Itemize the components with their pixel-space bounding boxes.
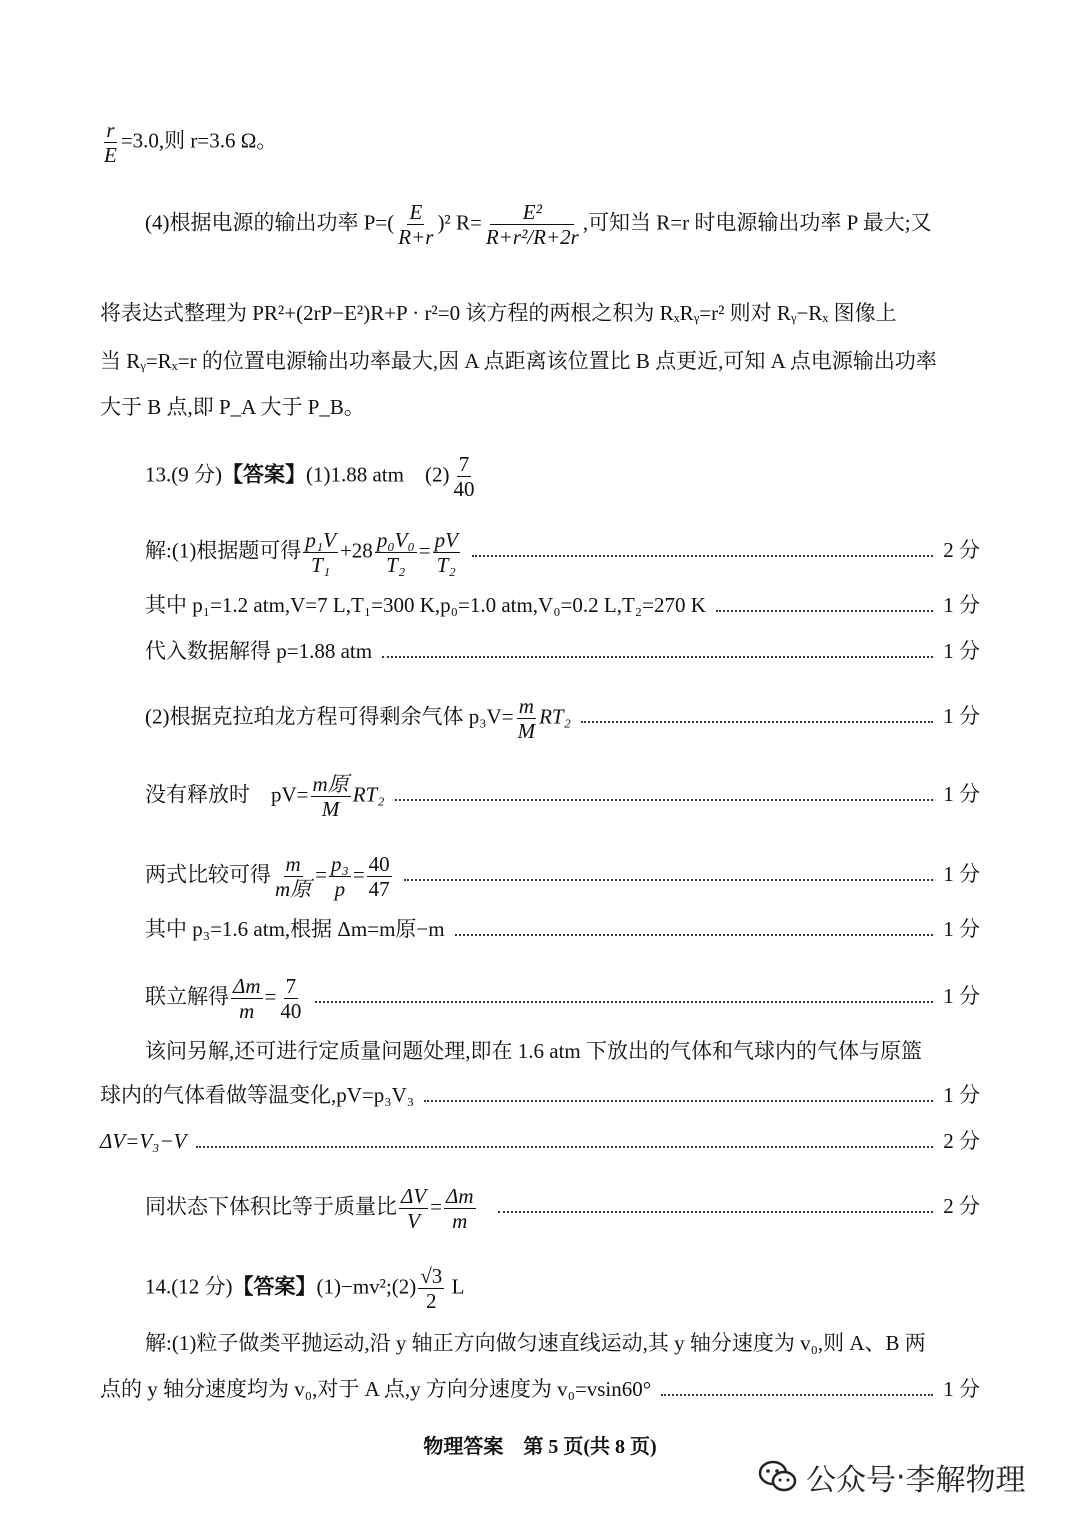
page-footer: 物理答案 第 5 页(共 8 页) [423,1436,657,1458]
line-pa-pb: 大于 B 点,即 P_A 大于 P_B。 [100,395,365,419]
line-quadratic: 将表达式整理为 PR²+(2rP−E²)R+P · r²=0 该方程的两根之积为 RₓRᵧ=r² 则对 Rᵧ−Rₓ 图像上 [100,301,897,325]
q14-step-2: 点的 y 轴分速度均为 v₀,对于 A 点,y 方向分速度为 v₀=vsin60° 1 分 [100,1377,980,1401]
q13-step-2: 其中 p₁=1.2 atm,V=7 L,T₁=300 K,p₀=1.0 atm,V₀=0.2 L,T₂=270 K 1 分 [145,593,980,617]
leader-dots [315,1001,933,1003]
watermark-sep: · [896,1459,906,1495]
watermark [758,1455,1026,1499]
fraction-p0v0-t2: $\frac{\text{p₀V₀}}{\text{T₂}}$ [376,528,415,577]
watermark-name: 李解物理 [905,1463,1026,1498]
q13-alt-2: 球内的气体看做等温变化,pV=p₃V₃ 1 分 [100,1083,980,1107]
q13-alt-4: 同状态下体积比等于质量比 $\frac{\Delta V}{V}$ = $\frac{\Delta m}{m}$ 2 分 [145,1184,980,1233]
fraction-dv-v: $\frac{\Delta V}{V}$ [401,1184,427,1233]
fraction-e2: $\frac{\text{E²}}{\text{R+r²/R+2r}}$ [485,200,579,249]
wechat-icon [758,1460,798,1494]
fraction-p1v-t1: $\frac{\text{p₁V}}{\text{T₁}}$ [305,528,336,577]
q13-step-5: 没有释放时 pV= $\frac{\text{m原}}{M}$ RT₂ 1 分 [145,772,980,821]
fraction-p3-p: $\frac{\text{p₃}}{p}$ [331,852,349,901]
leader-dots [382,656,933,658]
fraction-7-40-b: $\frac{7}{40}$ [280,974,302,1023]
fraction-40-47: $\frac{40}{47}$ [368,852,390,901]
leader-dots [455,934,934,936]
leader-dots [716,610,933,612]
q14-heading: 14.(12 分)【答案】(1)−mv²;(2) $\frac{√3}{2}$ L [145,1264,465,1313]
line-output-power: (4)根据电源的输出功率 P=( $\frac{E}{R+r}$ )² R= $\frac{\text{E²}}{\text{R+r²/R+2r}}$ ,可知当 R=r 时电源输出功率 P 最大;又 [145,200,932,249]
fraction-dm-m: $\frac{\Delta m}{m}$ [233,974,261,1023]
fraction-sqrt3-2: $\frac{√3}{2}$ [420,1264,443,1313]
q13-step-8: 联立解得 $\frac{\Delta m}{m}$ = $\frac{7}{40}$ 1 分 [145,974,980,1023]
fraction-7-40: $\frac{7}{40}$ [453,452,475,501]
q13-alt-1: 该问另解,还可进行定质量问题处理,即在 1.6 atm 下放出的气体和气球内的气体与原篮 [145,1039,922,1063]
fraction-m-orig-M: $\frac{\text{m原}}{M}$ [312,772,349,821]
line-r-over-e: $\frac{r}{E}$ =3.0,则 r=3.6 Ω。 [104,118,278,167]
fraction-dm-m-b: $\frac{\Delta m}{m}$ [446,1184,474,1233]
q13-step-3: 代入数据解得 p=1.88 atm 1 分 [145,639,980,663]
line-max-power: 当 Rᵧ=Rₓ=r 的位置电源输出功率最大,因 A 点距离该位置比 B 点更近,可知 A 点电源输出功率 [100,349,937,373]
q13-heading: 13.(9 分)【答案】(1)1.88 atm (2) $\frac{7}{40}$ [145,452,475,501]
fraction-m-morig: $\frac{m}{\text{m原}}$ [275,852,312,901]
leader-dots [404,879,934,881]
leader-dots [472,555,933,557]
q13-step-1: 解:(1)根据题可得 $\frac{\text{p₁V}}{\text{T₁}}$ +28 $\frac{\text{p₀V₀}}{\text{T₂}}$ = $\frac{pV}{\text{T₂}}$ 2 分 [145,528,980,577]
leader-dots [395,799,934,801]
q14-step-1: 解:(1)粒子做类平抛运动,沿 y 轴正方向做匀速直线运动,其 y 轴分速度为 v₀,则 A、B 两 [145,1331,926,1355]
q13-step-7: 其中 p₃=1.6 atm,根据 Δm=m原−m 1 分 [145,917,980,941]
fraction-pv-t2: $\frac{pV}{\text{T₂}}$ [434,528,458,577]
leader-dots [424,1100,933,1102]
leader-dots [498,1211,934,1213]
leader-dots [661,1394,933,1396]
q13-step-4: (2)根据克拉珀龙方程可得剩余气体 p₃V= $\frac{m}{M}$ RT₂ 1 分 [145,694,980,743]
q13-alt-3: ΔV=V₃−V 2 分 [100,1129,980,1153]
fraction-e-over-rr: $\frac{E}{R+r}$ [398,200,434,249]
watermark-platform: 公众号 [806,1463,896,1498]
fraction-r-e: $\frac{r}{E}$ [104,118,117,167]
leader-dots [196,1146,933,1148]
q13-step-6: 两式比较可得 $\frac{m}{\text{m原}}$ = $\frac{\text{p₃}}{p}$ = $\frac{40}{47}$ 1 分 [145,852,980,901]
leader-dots [581,721,933,723]
fraction-m-M: $\frac{m}{M}$ [517,694,536,743]
